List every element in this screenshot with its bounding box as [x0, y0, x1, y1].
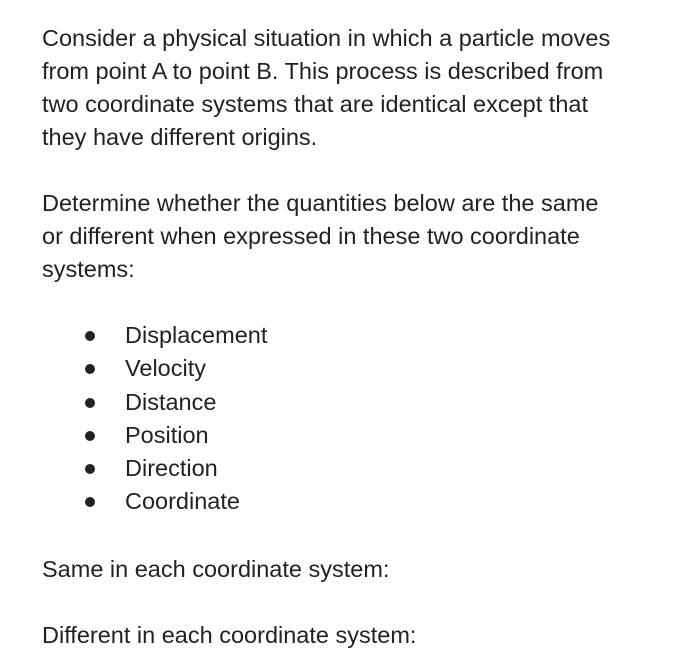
intro-line: Consider a physical situation in which a particle moves: [42, 25, 611, 51]
same-answer-label: Same in each coordinate system:: [42, 556, 390, 582]
question-line: or different when expressed in these two coordinate: [42, 223, 580, 249]
quantity-label: Position: [125, 421, 209, 448]
list-item: [80, 319, 267, 352]
intro-line: they have different origins.: [42, 124, 318, 150]
bullet-icon: [85, 464, 95, 474]
quantity-label: Distance: [125, 388, 217, 415]
bullet-icon: [85, 331, 95, 341]
question-line: systems:: [42, 256, 135, 282]
quantity-label: Coordinate: [125, 488, 240, 515]
list-item: [80, 485, 267, 518]
intro-paragraph: [42, 22, 662, 154]
quantity-label: Displacement: [125, 322, 268, 348]
intro-line: two coordinate systems that are identical except that: [42, 91, 589, 117]
list-item: [80, 419, 267, 452]
different-answer-label: Different in each coordinate system:: [42, 622, 417, 648]
list-item: [80, 352, 267, 385]
bullet-icon: [85, 431, 95, 441]
bullet-icon: [85, 398, 95, 408]
intro-line: from point A to point B. This process is described from: [42, 58, 604, 84]
question-line: Determine whether the quantities below are the same: [42, 190, 599, 216]
bullet-icon: [85, 497, 95, 507]
list-item: [80, 452, 267, 485]
quantity-label: Velocity: [125, 355, 206, 382]
question-paragraph: [42, 187, 662, 286]
quantities-list: [80, 319, 267, 519]
list-item: [80, 386, 267, 419]
quantity-label: Direction: [125, 455, 218, 482]
bullet-icon: [85, 364, 95, 374]
